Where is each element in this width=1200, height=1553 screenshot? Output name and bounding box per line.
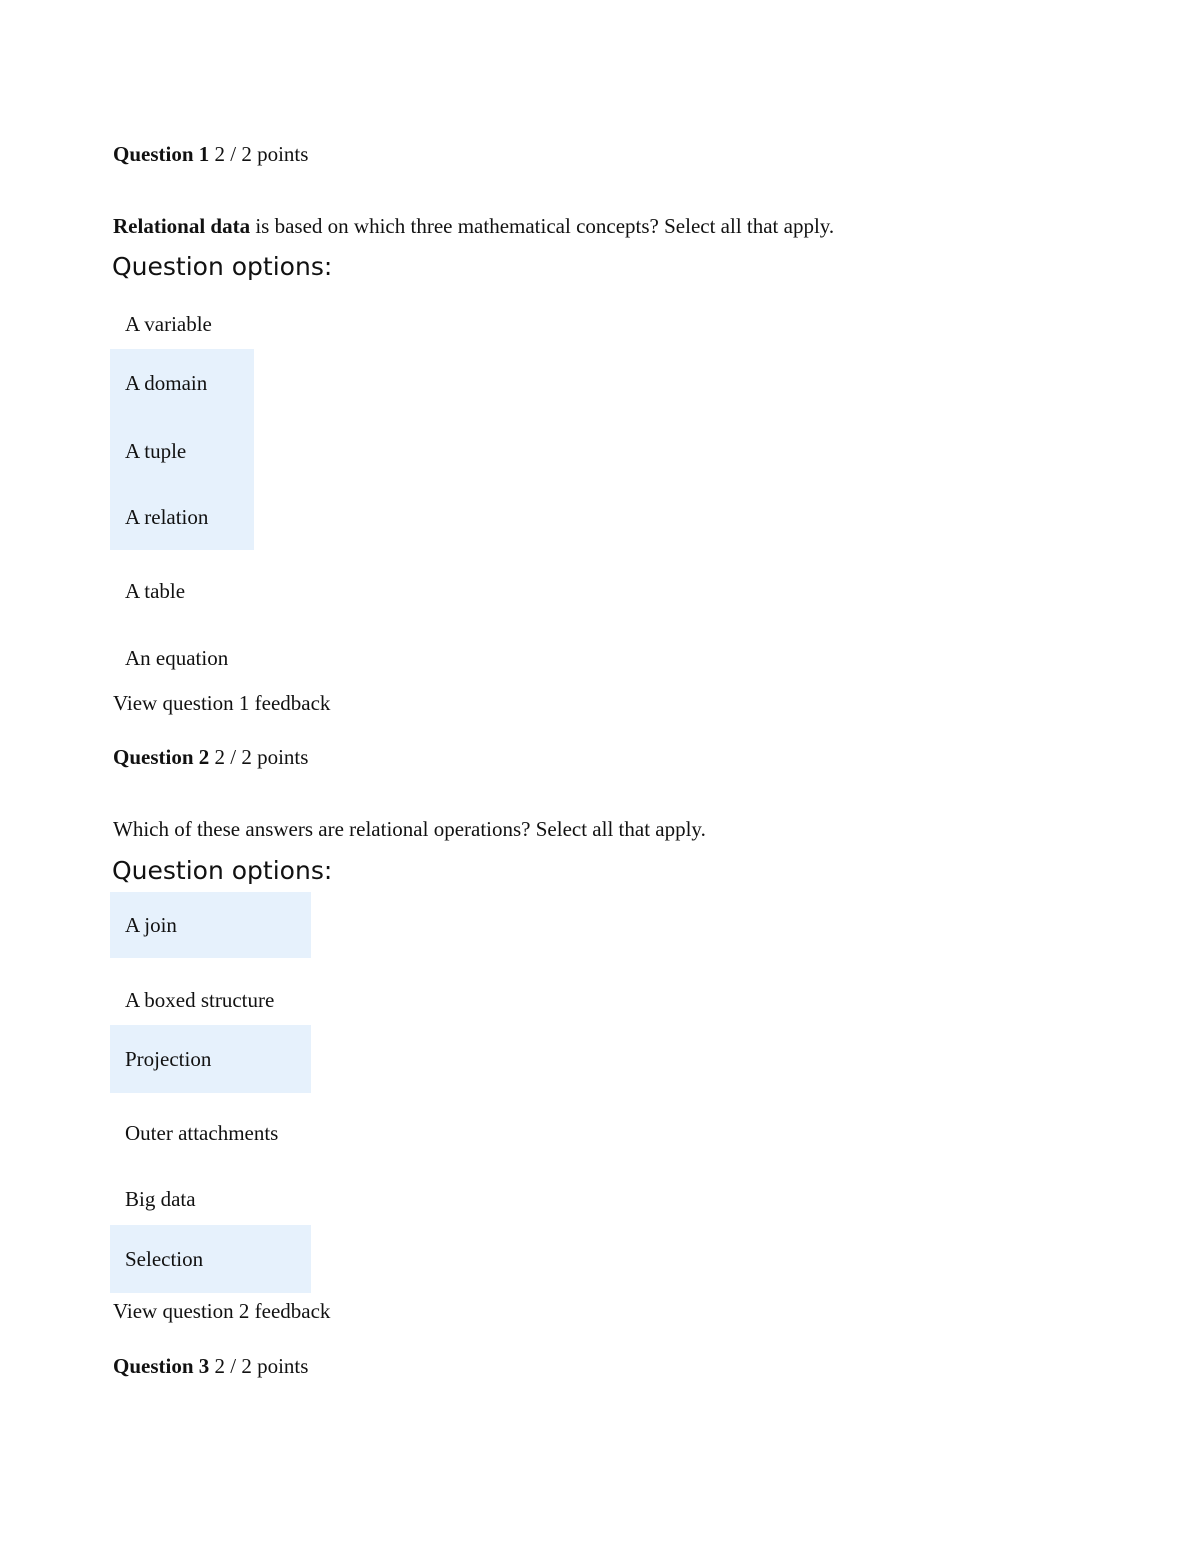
option-label: An equation bbox=[125, 646, 229, 670]
question-1-option[interactable] bbox=[110, 558, 254, 624]
question-2-option-selected[interactable] bbox=[110, 1225, 311, 1293]
question-2-option[interactable] bbox=[110, 1166, 311, 1232]
option-label: Selection bbox=[125, 1247, 204, 1271]
option-label: A boxed structure bbox=[125, 988, 275, 1012]
question-2-option-selected[interactable] bbox=[110, 892, 311, 958]
option-label: A variable bbox=[125, 312, 212, 336]
option-label: Projection bbox=[125, 1047, 212, 1071]
question-2-option[interactable] bbox=[110, 967, 311, 1033]
question-3-header bbox=[113, 1353, 308, 1379]
question-1-option[interactable] bbox=[110, 625, 270, 691]
option-label: A domain bbox=[125, 371, 208, 395]
question-2-prompt: Which of these answers are relational operations? Select all that apply. bbox=[113, 817, 706, 841]
question-3-points: 2 / 2 points bbox=[209, 1354, 309, 1378]
question-1-options-label: Question options: bbox=[112, 252, 333, 281]
question-1-option-selected[interactable] bbox=[110, 417, 254, 484]
question-2-feedback-link[interactable]: View question 2 feedback bbox=[113, 1299, 331, 1323]
question-2-option-selected[interactable] bbox=[110, 1025, 311, 1093]
question-1-label: Question 1 bbox=[113, 142, 210, 166]
option-label: Outer attachments bbox=[125, 1121, 279, 1145]
question-1-prompt-bold: Relational data bbox=[113, 214, 251, 238]
question-2-label: Question 2 bbox=[113, 745, 210, 769]
question-1-header bbox=[113, 141, 308, 167]
question-1-option-selected[interactable] bbox=[110, 349, 254, 417]
option-label: A tuple bbox=[125, 438, 187, 463]
question-2-header bbox=[113, 744, 308, 770]
question-1-option[interactable] bbox=[110, 291, 254, 357]
question-3-label: Question 3 bbox=[113, 1354, 210, 1378]
option-label: A table bbox=[125, 579, 186, 603]
question-2-option[interactable] bbox=[110, 1100, 311, 1166]
question-1-option-selected[interactable] bbox=[110, 484, 254, 550]
question-1-prompt-text: is based on which three mathematical concepts? Select all that apply. bbox=[250, 214, 835, 238]
question-2-options-label: Question options: bbox=[112, 856, 333, 885]
option-label: Big data bbox=[125, 1187, 196, 1211]
question-1-prompt bbox=[113, 213, 834, 239]
option-label: A relation bbox=[125, 505, 209, 529]
option-label: A join bbox=[125, 913, 177, 937]
question-1-points: 2 / 2 points bbox=[209, 142, 309, 166]
question-2-points: 2 / 2 points bbox=[209, 745, 309, 769]
question-1-feedback-link[interactable]: View question 1 feedback bbox=[113, 691, 331, 715]
